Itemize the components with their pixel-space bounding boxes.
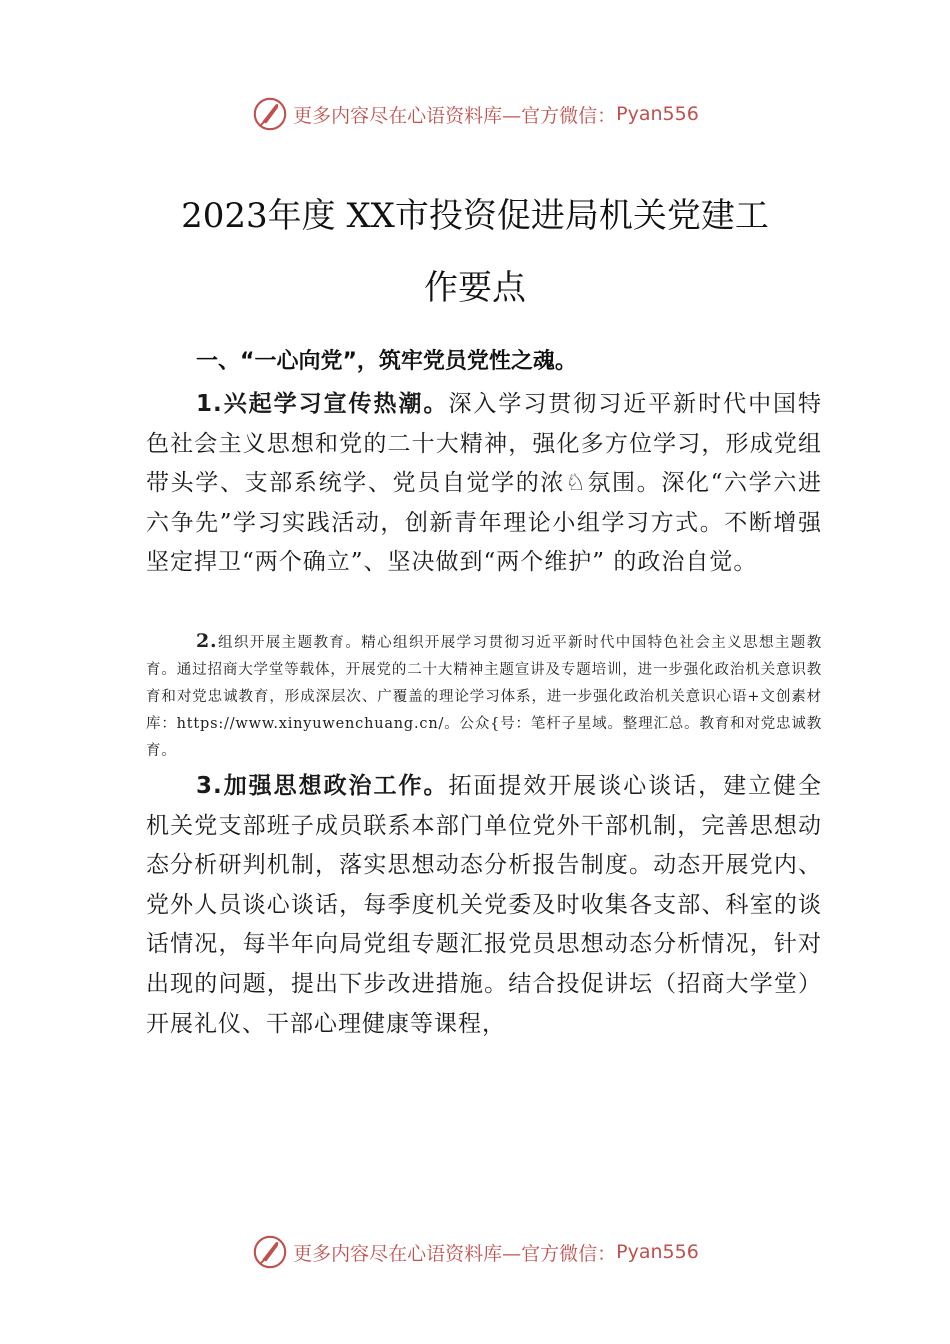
section-heading-1: 一、“一心向党”，筑牢党员党性之魂。 bbox=[196, 349, 577, 374]
watermark-id: Pyan556 bbox=[616, 103, 699, 125]
quill-logo-icon bbox=[251, 95, 289, 133]
paragraph-3-body: 拓面提效开展谈心谈话，建立健全机关党支部班子成员联系本部门单位党外干部机制，完善思想动态分析研判机制，落实思想动态分析报告制度。动态开展党内、党外人员谈心谈话，每季度机关党委及时收集各支部、科室的谈话情况，每半年向局党组专题汇报党员思想动态分析情况，针对出现的问题，提出下步改进措施。结合投促讲坛（招商大学堂）开展礼仪、干部心理健康等课程， bbox=[146, 773, 822, 1037]
paragraph-2-lead: 2. bbox=[196, 630, 218, 652]
watermark-banner-bottom bbox=[0, 1232, 950, 1272]
paragraph-3 bbox=[146, 767, 822, 1044]
paragraph-1-lead: 1.兴起学习宣传热潮。 bbox=[196, 391, 449, 417]
title-line-1: 2023年度 XX市投资促进局机关党建工 bbox=[181, 196, 769, 236]
paragraph-1 bbox=[146, 385, 822, 583]
watermark-id: Pyan556 bbox=[616, 1241, 699, 1263]
document-title bbox=[100, 180, 850, 324]
watermark-text: 更多内容尽在心语资料库—官方微信： bbox=[293, 104, 617, 127]
title-line-2: 作要点 bbox=[424, 268, 526, 308]
watermark-banner-top bbox=[0, 94, 950, 134]
quill-logo-icon bbox=[251, 1233, 289, 1271]
paragraph-2 bbox=[146, 628, 822, 765]
paragraph-3-lead: 3.加强思想政治工作。 bbox=[196, 773, 449, 799]
paragraph-1-body: 深入学习贯彻习近平新时代中国特色社会主义思想和党的二十大精神，强化多方位学习，形成党组带头学、支部系统学、党员自觉学的浓♘氛围。深化“六学六进六争先”学习实践活动，创新青年理论小组学习方式。不断增强坚定捍卫“两个确立”、坚决做到“两个维护” 的政治自觉。 bbox=[146, 391, 822, 576]
watermark-text: 更多内容尽在心语资料库—官方微信： bbox=[293, 1242, 617, 1265]
paragraph-2-body: 组织开展主题教育。精心组织开展学习贯彻习近平新时代中国特色社会主义思想主题教育。通过招商大学堂等载体，开展党的二十大精神主题宣讲及专题培训，进一步强化政治机关意识教育和对党忠诚教育，形成深层次、广覆盖的理论学习体系，进一步强化政治机关意识心语+文创素材库：https://www.xinyuwenchuang.cn/。公众{号：笔杆子星域。整理汇总。教育和对党忠诚教育。 bbox=[146, 635, 822, 759]
